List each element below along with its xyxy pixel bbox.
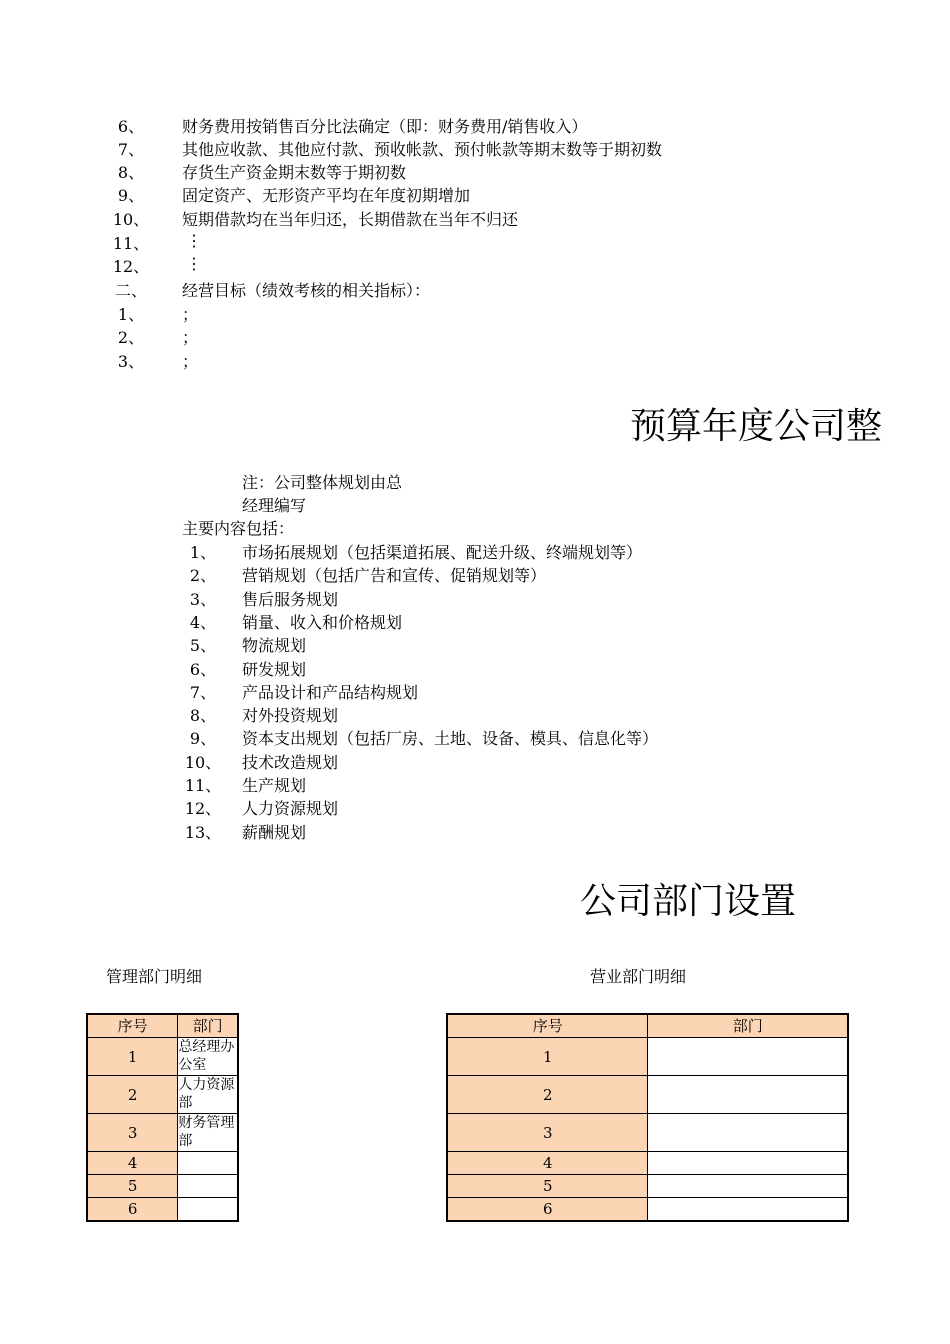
dept-cell[interactable] — [178, 1152, 238, 1175]
ellipsis-glyph: ⋮ — [186, 231, 202, 250]
assumption-number: 6、 — [117, 117, 145, 136]
seq-cell: 5 — [87, 1175, 178, 1198]
plan-intro: 主要内容包括： — [182, 519, 295, 538]
plan-item-text: 营销规划（包括广告和宣传、促销规划等） — [242, 566, 547, 585]
seq-cell: 1 — [447, 1038, 648, 1076]
plan-item-text: 研发规划 — [242, 660, 307, 679]
plan-title: 预算年度公司整 — [630, 406, 883, 447]
table-row — [87, 1198, 238, 1222]
plan-item-number: 12、 — [184, 799, 222, 818]
plan-item-text: 售后服务规划 — [242, 590, 339, 609]
seq-cell: 2 — [87, 1076, 178, 1114]
plan-item-number: 3、 — [189, 590, 217, 609]
assumption-text: 固定资产、无形资产平均在年度初期增加 — [182, 186, 471, 205]
plan-item-number: 10、 — [184, 753, 222, 772]
assumption-text: 短期借款均在当年归还，长期借款在当年不归还 — [182, 210, 519, 229]
seq-cell: 4 — [447, 1152, 648, 1175]
assumption-text: 其他应收款、其他应付款、预收帐款、预付帐款等期末数等于期初数 — [182, 140, 663, 159]
assumption-number: 8、 — [117, 163, 145, 182]
seq-cell: 5 — [447, 1175, 648, 1198]
plan-item-text: 薪酬规划 — [242, 823, 307, 842]
table-row — [447, 1114, 848, 1152]
plan-item-text: 对外投资规划 — [242, 706, 339, 725]
plan-item-text: 资本支出规划（包括厂房、土地、设备、模具、信息化等） — [242, 729, 659, 748]
table-row — [447, 1198, 848, 1222]
plan-item-number: 6、 — [189, 660, 217, 679]
dept-cell[interactable] — [648, 1076, 848, 1114]
departments-title: 公司部门设置 — [580, 881, 797, 922]
dept-cell[interactable] — [648, 1038, 848, 1076]
table-row — [87, 1038, 238, 1076]
table-row — [447, 1175, 848, 1198]
management-caption: 管理部门明细 — [106, 967, 203, 986]
dept-cell[interactable] — [648, 1175, 848, 1198]
plan-item-number: 5、 — [189, 636, 217, 655]
goal-number: 2、 — [117, 328, 145, 347]
section-heading: 经营目标（绩效考核的相关指标）： — [182, 281, 431, 300]
section-number: 二、 — [114, 281, 147, 300]
management-table — [86, 1013, 239, 1222]
goal-number: 3、 — [117, 352, 145, 371]
dept-cell[interactable] — [648, 1114, 848, 1152]
table-row — [87, 1152, 238, 1175]
plan-item-number: 2、 — [189, 566, 217, 585]
header-dept: 部门 — [178, 1014, 238, 1038]
business-table — [446, 1013, 849, 1222]
plan-item-text: 生产规划 — [242, 776, 307, 795]
plan-item-number: 13、 — [184, 823, 222, 842]
table-row — [87, 1175, 238, 1198]
dept-cell[interactable]: 财务管理部 — [178, 1114, 238, 1152]
seq-cell: 6 — [87, 1198, 178, 1222]
dept-cell[interactable] — [178, 1175, 238, 1198]
dept-cell[interactable] — [648, 1198, 848, 1222]
plan-item-number: 8、 — [189, 706, 217, 725]
business-caption: 营业部门明细 — [590, 967, 687, 986]
assumption-number: 7、 — [117, 140, 145, 159]
goal-text: ； — [182, 352, 199, 371]
seq-cell: 3 — [87, 1114, 178, 1152]
assumption-text: 财务费用按销售百分比法确定（即：财务费用/销售收入） — [182, 117, 588, 136]
goal-text: ； — [182, 305, 199, 324]
dept-cell[interactable] — [648, 1152, 848, 1175]
seq-cell: 4 — [87, 1152, 178, 1175]
plan-item-number: 11、 — [184, 776, 222, 795]
header-seq: 序号 — [447, 1014, 648, 1038]
dept-cell[interactable]: 总经理办公室 — [178, 1038, 238, 1076]
assumption-text: 存货生产资金期末数等于期初数 — [182, 163, 407, 182]
goal-text: ； — [182, 328, 199, 347]
goal-number: 1、 — [117, 305, 145, 324]
plan-item-number: 7、 — [189, 683, 217, 702]
assumption-number: 9、 — [117, 186, 145, 205]
plan-item-number: 4、 — [189, 613, 217, 632]
seq-cell: 6 — [447, 1198, 648, 1222]
dept-cell[interactable]: 人力资源部 — [178, 1076, 238, 1114]
dept-cell[interactable] — [178, 1198, 238, 1222]
plan-note: 经理编写 — [242, 496, 307, 515]
table-row — [447, 1076, 848, 1114]
table-row — [447, 1038, 848, 1076]
plan-item-text: 产品设计和产品结构规划 — [242, 683, 419, 702]
table-row — [87, 1114, 238, 1152]
seq-cell: 1 — [87, 1038, 178, 1076]
plan-item-text: 人力资源规划 — [242, 799, 339, 818]
plan-note: 注：公司整体规划由总 — [242, 473, 403, 492]
assumption-number: 11、 — [112, 234, 150, 253]
ellipsis-glyph: ⋮ — [186, 254, 202, 273]
assumption-number: 12、 — [112, 257, 150, 276]
table-row — [87, 1076, 238, 1114]
plan-item-text: 市场拓展规划（包括渠道拓展、配送升级、终端规划等） — [242, 543, 643, 562]
seq-cell: 2 — [447, 1076, 648, 1114]
plan-item-text: 物流规划 — [242, 636, 307, 655]
plan-item-number: 1、 — [189, 543, 217, 562]
table-row — [447, 1152, 848, 1175]
assumption-number: 10、 — [112, 210, 150, 229]
header-seq: 序号 — [87, 1014, 178, 1038]
seq-cell: 3 — [447, 1114, 648, 1152]
plan-item-number: 9、 — [189, 729, 217, 748]
plan-item-text: 销量、收入和价格规划 — [242, 613, 403, 632]
plan-item-text: 技术改造规划 — [242, 753, 339, 772]
header-dept: 部门 — [648, 1014, 848, 1038]
